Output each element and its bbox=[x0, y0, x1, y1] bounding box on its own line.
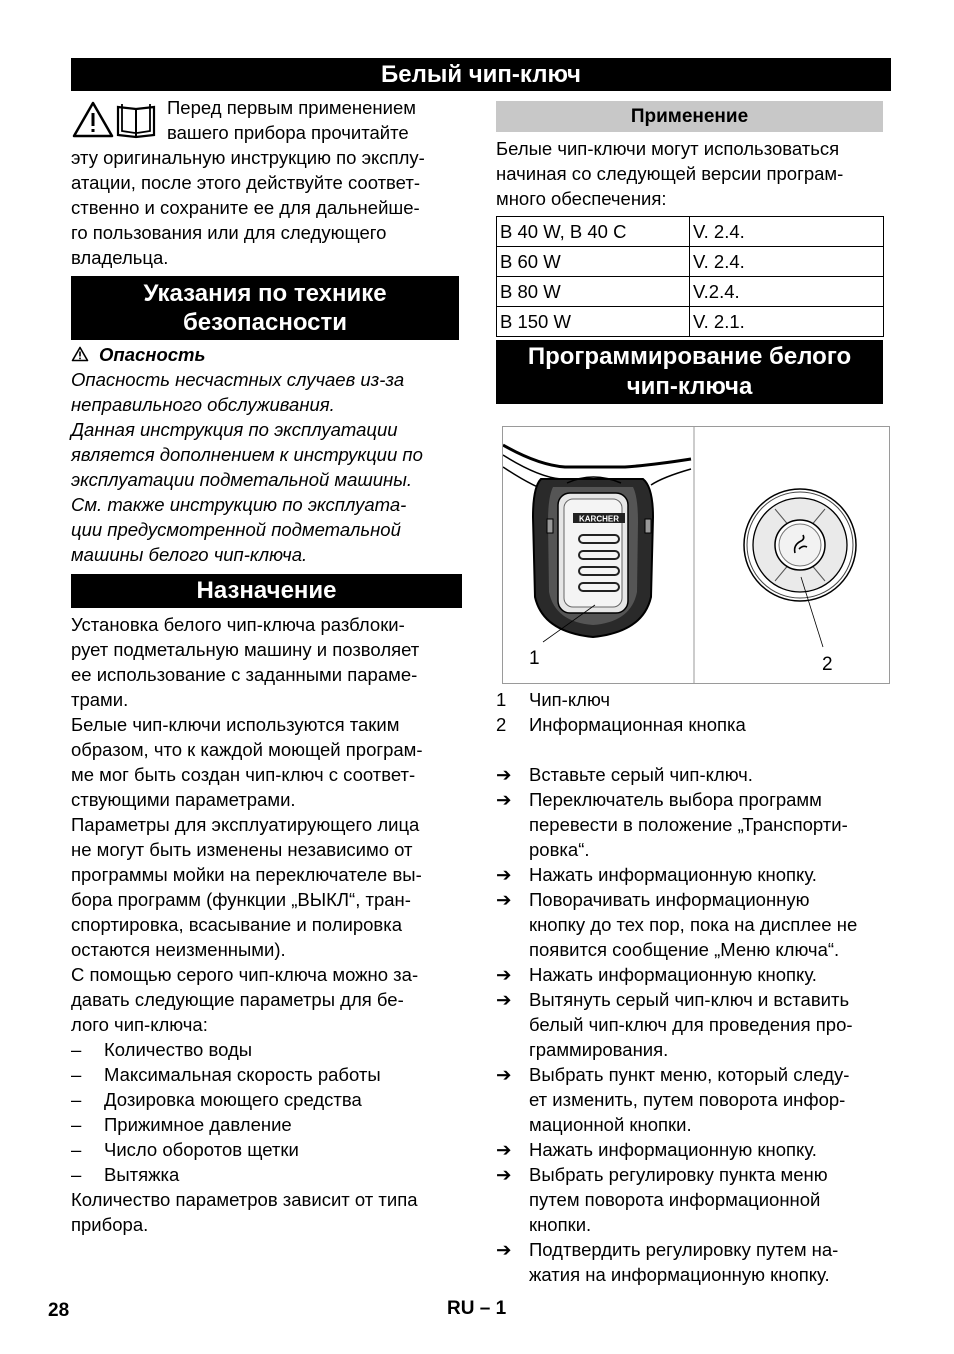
footer-section: RU – 1 bbox=[447, 1298, 507, 1319]
list-item: – Максимальная скорость работы bbox=[71, 1064, 381, 1085]
page-number: 28 bbox=[48, 1300, 70, 1321]
arrow-right-icon: ➔ bbox=[496, 789, 512, 810]
table-row bbox=[497, 307, 884, 337]
chip-key-illustration bbox=[503, 427, 889, 683]
table-cell-version: V.2.4. bbox=[690, 277, 884, 307]
step-item: ➔ Вставьте серый чип-ключ. bbox=[496, 764, 753, 785]
purpose-text: Установка белого чип-ключа разблоки- рует подметальную машину и позволяет ее использование с заданными параме- трами. Белые чип-ключи используются таким образом, что к каждой моющей програм- ме мог быть создан чип-ключ с соответ- ствующими параметрами. Параметры для эксплуатирующего лица не могут быть изменены независимо от программы мойки на переключателе вы- бора программ (функции „ВЫКЛ“, тран- спортировка, всасывание и полировка остаются неизменными). С помощью серого чип-ключа можно за- давать следующие параметры для бе- лого чип-ключа: – Количество воды – Максимальная скорость работы – Дозировка моющего средства – Прижимное давление – Число оборотов щетки – Вытяжка Количество параметров зависит от типа прибора. bbox=[71, 612, 471, 1237]
arrow-right-icon: ➔ bbox=[496, 964, 512, 985]
brand-label: KARCHER bbox=[579, 514, 619, 524]
table-row bbox=[497, 217, 884, 247]
usage-text: Белые чип-ключи могут использоваться начиная со следующей версии програм- много обеспечения: bbox=[496, 138, 844, 209]
danger-label-row bbox=[71, 342, 471, 367]
safety-text: Опасность Опасность несчастных случаев из-за неправильного обслуживания. Данная инструкция по эксплуатации является дополнением к инструкции по эксплуатации подметальной машины. См. также инструкцию по эксплуата- ции предусмотренной подметальной машины белого чип-ключа. bbox=[71, 342, 471, 567]
step-item: ➔ Вытянуть серый чип-ключ и вставить белый чип-ключ для проведения про- граммирования. bbox=[496, 989, 853, 1060]
programming-heading: Программирование белого чип-ключа bbox=[496, 340, 883, 404]
step-item: ➔ Нажать информационную кнопку. bbox=[496, 864, 817, 885]
arrow-right-icon: ➔ bbox=[496, 1064, 512, 1085]
table-cell-model: B 150 W bbox=[497, 307, 690, 337]
callout-1: 1 bbox=[529, 648, 540, 669]
arrow-right-icon: ➔ bbox=[496, 764, 512, 785]
step-item: ➔ Нажать информационную кнопку. bbox=[496, 964, 817, 985]
legend-item: 1 Чип-ключ bbox=[496, 689, 611, 710]
table-cell-version: V. 2.1. bbox=[690, 307, 884, 337]
page-title: Белый чип-ключ bbox=[380, 61, 581, 88]
arrow-right-icon: ➔ bbox=[496, 1239, 512, 1260]
table-row bbox=[497, 277, 884, 307]
version-table bbox=[496, 216, 884, 337]
page-title-bar bbox=[71, 58, 891, 91]
table-cell-version: V. 2.4. bbox=[690, 217, 884, 247]
table-cell-model: B 40 W, B 40 C bbox=[497, 217, 690, 247]
programming-steps bbox=[496, 762, 896, 1287]
step-item: ➔ Нажать информационную кнопку. bbox=[496, 1139, 817, 1160]
table-cell-model: B 80 W bbox=[497, 277, 690, 307]
intro-text: Перед первым применением вашего прибора прочитайте эту оригинальную инструкцию по эксплу- атации, после этого действуйте соответ- ственно и сохраните ее для дальнейше- го пользования или для следующего владельца. bbox=[71, 97, 425, 268]
danger-label: Опасность bbox=[99, 344, 206, 365]
legend-item: 2 Информационная кнопка bbox=[496, 714, 746, 735]
list-item: – Вытяжка bbox=[71, 1164, 180, 1185]
table-cell-model: B 60 W bbox=[497, 247, 690, 277]
arrow-right-icon: ➔ bbox=[496, 889, 512, 910]
table-row bbox=[497, 247, 884, 277]
list-item: – Дозировка моющего средства bbox=[71, 1089, 362, 1110]
arrow-right-icon: ➔ bbox=[496, 1139, 512, 1160]
safety-heading: Указания по технике безопасности bbox=[71, 276, 459, 340]
step-item: ➔ Переключатель выбора программ перевести в положение „Транспорти- ровка“. bbox=[496, 789, 848, 860]
step-item: ➔ Выбрать пункт меню, который следу- ет изменить, путем поворота инфор- мационной кнопки. bbox=[496, 1064, 850, 1135]
purpose-heading: Назначение bbox=[71, 574, 462, 608]
table-cell-version: V. 2.4. bbox=[690, 247, 884, 277]
list-item: – Число оборотов щетки bbox=[71, 1139, 299, 1160]
arrow-right-icon: ➔ bbox=[496, 1164, 512, 1185]
callout-2: 2 bbox=[822, 654, 833, 675]
usage-heading: Применение bbox=[496, 101, 883, 132]
step-item: ➔ Выбрать регулировку пункта меню путем поворота информационной кнопки. bbox=[496, 1164, 828, 1235]
figure-legend bbox=[496, 687, 896, 737]
arrow-right-icon: ➔ bbox=[496, 989, 512, 1010]
list-item: – Прижимное давление bbox=[71, 1114, 292, 1135]
arrow-right-icon: ➔ bbox=[496, 864, 512, 885]
step-item: ➔ Подтвердить регулировку путем на- жатия на информационную кнопку. bbox=[496, 1239, 839, 1285]
warning-triangle-icon bbox=[71, 346, 89, 362]
chip-key-figure bbox=[502, 426, 890, 684]
step-item: ➔ Поворачивать информационную кнопку до тех пор, пока на дисплее не появится сообщение „Меню ключа“. bbox=[496, 889, 858, 960]
list-item: – Количество воды bbox=[71, 1039, 253, 1060]
